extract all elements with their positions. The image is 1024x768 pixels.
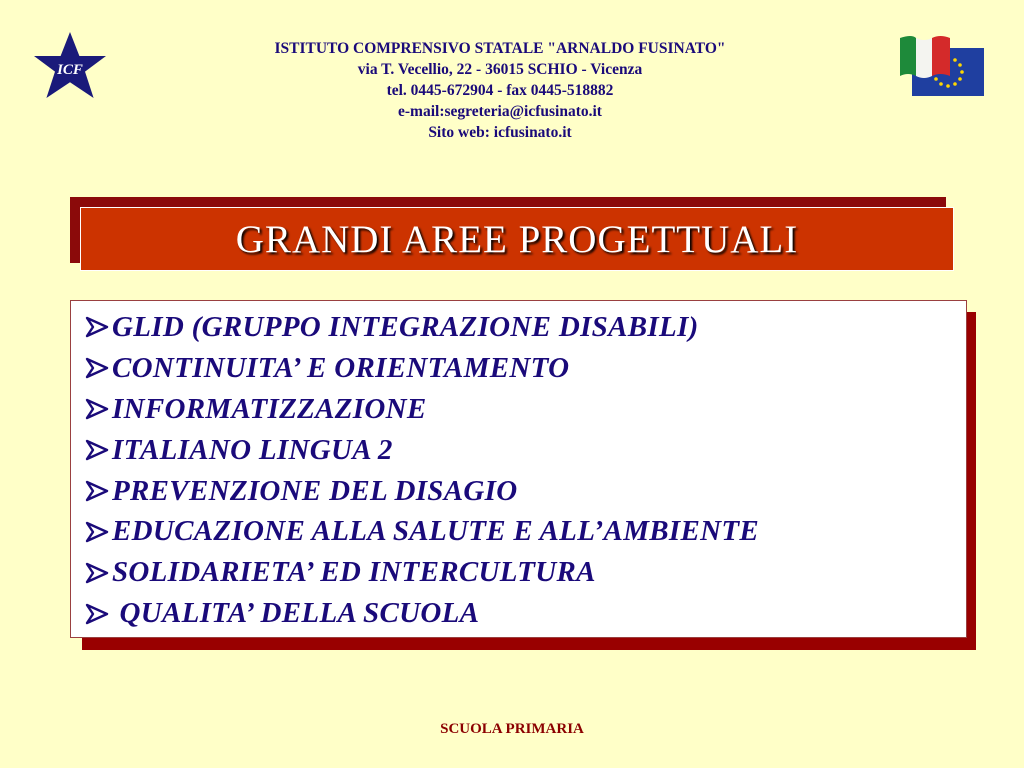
- arrow-bullet-icon: [85, 603, 109, 625]
- list-item: [85, 471, 759, 512]
- school-header: [200, 38, 800, 143]
- list-item-label: CONTINUITA’ E ORIENTAMENTO: [112, 351, 570, 384]
- list-item-label: SOLIDARIETA’ ED INTERCULTURA: [112, 556, 596, 589]
- list-item: [85, 593, 759, 634]
- arrow-bullet-icon: [85, 562, 109, 584]
- list-item: [85, 552, 759, 593]
- icf-star-logo-icon: [30, 30, 110, 102]
- header-phone-fax: tel. 0445-672904 - fax 0445-518882: [386, 82, 614, 99]
- list-item-label: ITALIANO LINGUA 2: [112, 433, 393, 466]
- arrow-bullet-icon: [85, 398, 109, 420]
- logo-text: ICF: [57, 62, 83, 78]
- arrow-bullet-icon: [85, 480, 109, 502]
- list-item: [85, 511, 759, 552]
- arrow-bullet-icon: [85, 521, 109, 543]
- arrow-bullet-icon: [85, 357, 109, 379]
- header-school-name: ISTITUTO COMPRENSIVO STATALE "ARNALDO FUSINATO": [274, 40, 726, 57]
- project-areas-list: [85, 307, 759, 634]
- header-address: via T. Vecellio, 22 - 36015 SCHIO - Vicenza: [357, 61, 643, 78]
- project-areas-panel: [70, 300, 967, 638]
- list-item-label: EDUCAZIONE ALLA SALUTE E ALL’AMBIENTE: [112, 515, 760, 548]
- footer-label: SCUOLA PRIMARIA: [440, 721, 584, 737]
- list-item: [85, 389, 759, 430]
- page-title: GRANDI AREE PROGETTUALI: [80, 207, 954, 271]
- list-item-label: PREVENZIONE DEL DISAGIO: [112, 474, 518, 507]
- list-item: [85, 307, 759, 348]
- list-item: [85, 430, 759, 471]
- header-email: e-mail:segreteria@icfusinato.it: [398, 103, 602, 120]
- arrow-bullet-icon: [85, 316, 109, 338]
- list-item: [85, 348, 759, 389]
- arrow-bullet-icon: [85, 439, 109, 461]
- header-website: Sito web: icfusinato.it: [428, 124, 572, 141]
- list-item-label: GLID (GRUPPO INTEGRAZIONE DISABILI): [112, 310, 699, 343]
- list-item-label: INFORMATIZZAZIONE: [112, 392, 427, 425]
- list-item-label: QUALITA’ DELLA SCUOLA: [112, 597, 480, 630]
- italy-flag-icon: [900, 36, 950, 78]
- flags-icon: [898, 34, 988, 100]
